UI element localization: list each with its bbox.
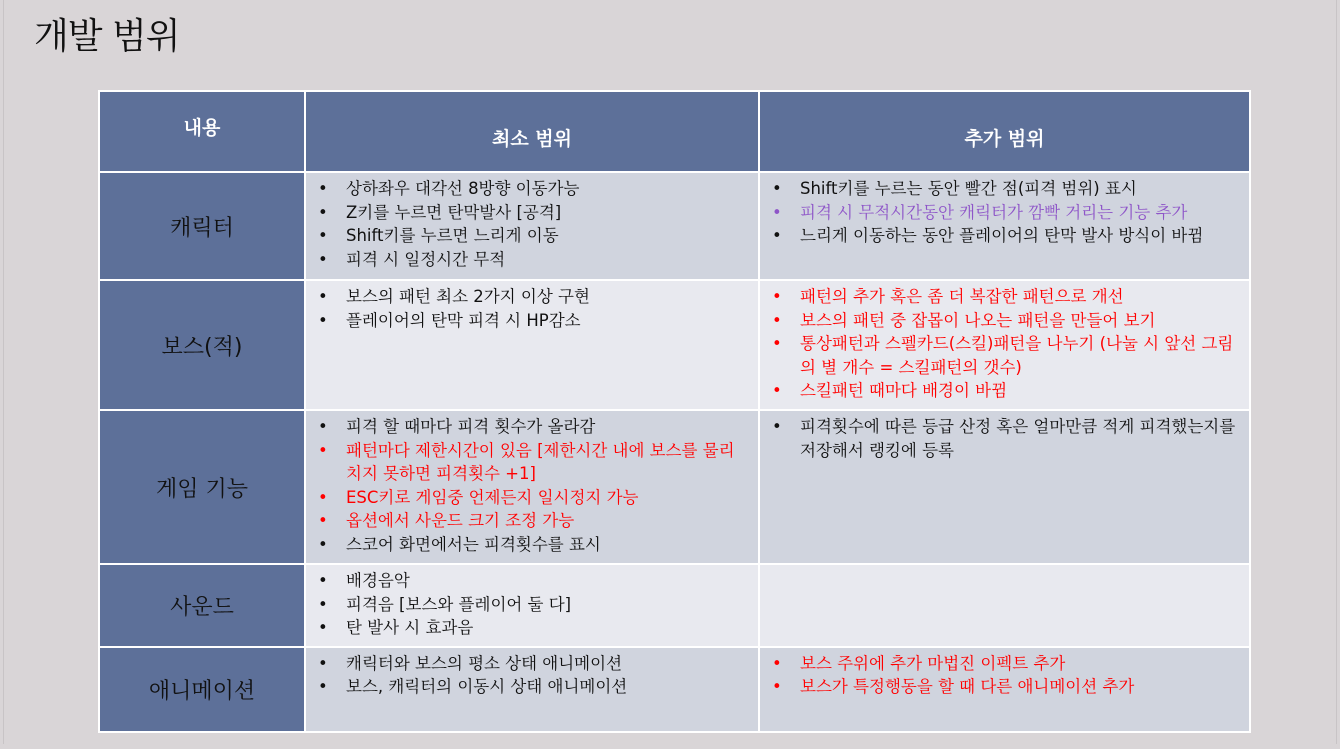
header-row xyxy=(99,91,1250,172)
bullet-item: • Shift키를 누르는 동안 빨간 점(피격 범위) 표시 xyxy=(768,177,1241,201)
bullet-item: • 패턴마다 제한시간이 있음 [제한시간 내에 보스를 물리치지 못하면 피격횟수 +1] xyxy=(314,439,750,486)
bullet-item: • 패턴의 추가 혹은 좀 더 복잡한 패턴으로 개선 xyxy=(768,285,1241,309)
bullet-list xyxy=(314,285,750,332)
bullet-item: • 플레이어의 탄막 피격 시 HP감소 xyxy=(314,309,750,333)
row-label: 게임 기능 xyxy=(99,410,305,564)
bullet-list xyxy=(768,652,1241,699)
bullet-item: • 보스 주위에 추가 마법진 이펙트 추가 xyxy=(768,652,1241,676)
bullet-item: • 보스가 특정행동을 할 때 다른 애니메이션 추가 xyxy=(768,675,1241,699)
bullet-item: • 통상패턴과 스펠카드(스킬)패턴을 나누기 (나눌 시 앞선 그림의 별 개수 = 스킬패턴의 갯수) xyxy=(768,332,1241,379)
bullet-item: • 배경음악 xyxy=(314,569,750,593)
bullet-item: • 피격 시 무적시간동안 캐릭터가 깜빡 거리는 기능 추가 xyxy=(768,201,1241,225)
scope-table xyxy=(98,90,1251,733)
bullet-item: • 스킬패턴 때마다 배경이 바뀜 xyxy=(768,379,1241,403)
bullet-list xyxy=(314,415,750,556)
extra-scope-cell xyxy=(759,280,1250,410)
bullet-item: • ESC키로 게임중 언제든지 일시정지 가능 xyxy=(314,486,750,510)
minimum-scope-cell xyxy=(305,564,759,647)
bullet-item: • 캐릭터와 보스의 평소 상태 애니메이션 xyxy=(314,652,750,676)
bullet-item: • 피격음 [보스와 플레이어 둘 다] xyxy=(314,593,750,617)
extra-scope-cell xyxy=(759,172,1250,280)
extra-scope-cell xyxy=(759,410,1250,564)
bullet-item: • 피격 할 때마다 피격 횟수가 올라감 xyxy=(314,415,750,439)
bullet-list xyxy=(768,415,1241,462)
bullet-item: • 느리게 이동하는 동안 플레이어의 탄막 발사 방식이 바뀜 xyxy=(768,224,1241,248)
row-character xyxy=(99,172,1250,280)
row-boss xyxy=(99,280,1250,410)
row-label: 사운드 xyxy=(99,564,305,647)
row-label: 애니메이션 xyxy=(99,647,305,732)
slide xyxy=(3,0,1337,744)
bullet-item: • 탄 발사 시 효과음 xyxy=(314,616,750,640)
row-game-feature xyxy=(99,410,1250,564)
bullet-list xyxy=(314,177,750,271)
row-label: 보스(적) xyxy=(99,280,305,410)
bullet-item: • 피격횟수에 따른 등급 산정 혹은 얼마만큼 적게 피격했는지를 저장해서 랭킹에 등록 xyxy=(768,415,1241,462)
bullet-list xyxy=(768,285,1241,403)
minimum-scope-cell xyxy=(305,647,759,732)
bullet-item: • 피격 시 일정시간 무적 xyxy=(314,248,750,272)
row-label: 캐릭터 xyxy=(99,172,305,280)
bullet-list xyxy=(314,652,750,699)
bullet-item: • 보스, 캐릭터의 이동시 상태 애니메이션 xyxy=(314,675,750,699)
header-content: 내용 xyxy=(99,91,305,172)
extra-scope-cell xyxy=(759,647,1250,732)
bullet-item: • Z키를 누르면 탄막발사 [공격] xyxy=(314,201,750,225)
bullet-item: • 상하좌우 대각선 8방향 이동가능 xyxy=(314,177,750,201)
minimum-scope-cell xyxy=(305,172,759,280)
header-extra-scope: 추가 범위 xyxy=(759,91,1250,172)
minimum-scope-cell xyxy=(305,280,759,410)
minimum-scope-cell xyxy=(305,410,759,564)
extra-scope-cell xyxy=(759,564,1250,647)
row-sound xyxy=(99,564,1250,647)
bullet-item: • 보스의 패턴 최소 2가지 이상 구현 xyxy=(314,285,750,309)
bullet-item: • 스코어 화면에서는 피격횟수를 표시 xyxy=(314,533,750,557)
row-animation xyxy=(99,647,1250,732)
bullet-list xyxy=(314,569,750,640)
bullet-list xyxy=(768,177,1241,248)
slide-title: 개발 범위 xyxy=(34,16,180,57)
bullet-item: • Shift키를 누르면 느리게 이동 xyxy=(314,224,750,248)
bullet-item: • 옵션에서 사운드 크기 조정 가능 xyxy=(314,509,750,533)
header-minimum-scope: 최소 범위 xyxy=(305,91,759,172)
bullet-item: • 보스의 패턴 중 잡몹이 나오는 패턴을 만들어 보기 xyxy=(768,309,1241,333)
